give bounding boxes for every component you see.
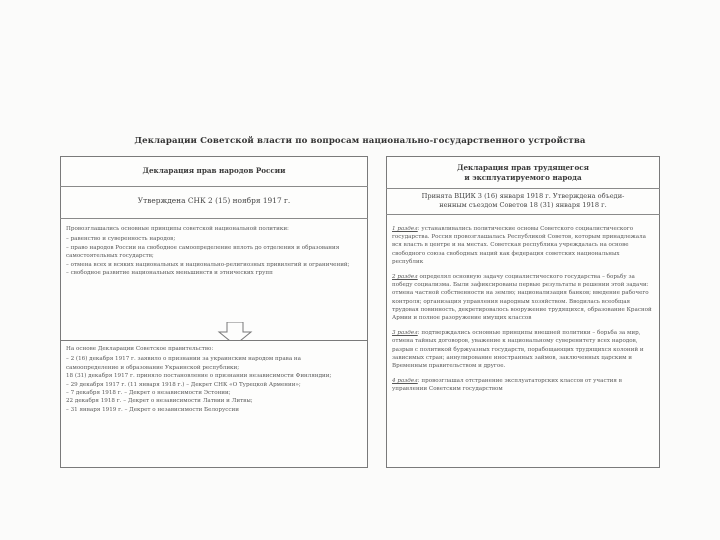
right-section xyxy=(392,273,652,322)
right-header-line1: Декларация прав трудящегося xyxy=(457,163,589,172)
left-header: Декларация прав народов России xyxy=(142,166,286,175)
left-approved: Утверждена СНК 2 (15) ноября 1917 г. xyxy=(137,196,291,205)
section-text: : устанавливались политические основы Советского социалистического государства. Россия провозглашалась Республикой Советов, которым принадлежала вся власть в центре и на местах. Советская республика учреждалась на основе свободного союза свободных наций как федерация советских национальных республик xyxy=(392,226,647,265)
right-approved-divider xyxy=(386,214,660,215)
section-label: 3 раздел xyxy=(392,330,418,337)
right-approved xyxy=(386,192,660,210)
page-title: Декларации Советской власти по вопросам национально-государственного устройства xyxy=(134,136,586,146)
left-principles-intro: Провозглашались основные принципы советской национальной политики: xyxy=(66,226,289,232)
left-principle-item: – отмена всех и всяких национальных и национально-религиозных привилегий и ограничений; xyxy=(66,261,350,268)
right-header xyxy=(386,163,660,183)
left-act-item: 22 декабря 1918 г. – Декрет о независимости Латвии и Литвы; xyxy=(66,398,253,405)
left-act-item: – 2 (16) декабря 1917 г. заявило о признании за украинским народом права на самоопределение и образование Украинской республики; xyxy=(66,356,301,371)
right-header-divider xyxy=(386,188,660,189)
right-section xyxy=(392,225,652,266)
section-text: : подтверждались основные принципы внешней политики – борьба за мир, отмена тайных договоров, уважение к национальному суверенитету всех народов, разрыв с политикой буржуазных государств, порабощающих трудящихся колоний и зависимых стран; аннулирование иностранных займов, заключенных царским и Временным правительством и другое. xyxy=(392,330,644,370)
right-sections xyxy=(386,222,658,399)
section-label: 4 раздел xyxy=(392,378,418,385)
left-act-item: 18 (31) декабря 1917 г. приняло постановление о признании независимости Финляндии; xyxy=(66,373,332,380)
left-principles xyxy=(60,222,360,280)
left-act-item: – 29 декабря 1917 г. (11 января 1918 г.) – Декрет СНК «О Турецкой Армении»; xyxy=(66,381,301,388)
right-approved-line2: ненным съездом Советов 18 (31) января 1918 г. xyxy=(439,201,607,209)
left-principle-item: – равенство и суверенность народов; xyxy=(66,236,176,243)
right-header-line2: и эксплуатируемого народа xyxy=(464,173,582,182)
left-act-item: – 7 декабря 1918 г. – Декрет о независимости Эстонии; xyxy=(66,390,231,397)
left-principle-item: – свободное развитие национальных меньшинств и этнических групп xyxy=(66,270,273,277)
left-header-divider xyxy=(60,186,368,187)
section-text: : провозглашал отстранение эксплуататорских классов от участия в управлении Советским государством xyxy=(392,378,622,393)
left-acts xyxy=(60,342,360,417)
left-approved-divider xyxy=(60,218,368,219)
right-approved-line1: Принята ВЦИК 3 (16) января 1918 г. Утверждена объеди- xyxy=(421,192,625,200)
section-label: 2 раздел xyxy=(392,274,418,281)
right-section xyxy=(392,329,652,370)
left-principle-item: – право народов России на свободное самоопределение вплоть до отделения и образования самостоятельных государств; xyxy=(66,244,340,260)
left-acts-intro: На основе Декларации Советское правительство: xyxy=(66,346,214,352)
right-section xyxy=(392,377,652,393)
left-act-item: – 31 января 1919 г. – Декрет о независимости Белоруссии xyxy=(66,406,239,413)
section-label: 1 раздел xyxy=(392,226,418,232)
section-text: определял основную задачу социалистического государства – борьбу за победу социализма. Были зафиксированы первые результаты в решении этой задачи: отмена частной собственности на землю; национализация банков; введение рабочего контроля; организация управления народным хозяйством. Вводилась всеобщая трудовая повинность, декретировалось вооружение трудящихся, образование Красной Армии и полное разоружение имущих классов xyxy=(392,274,652,322)
